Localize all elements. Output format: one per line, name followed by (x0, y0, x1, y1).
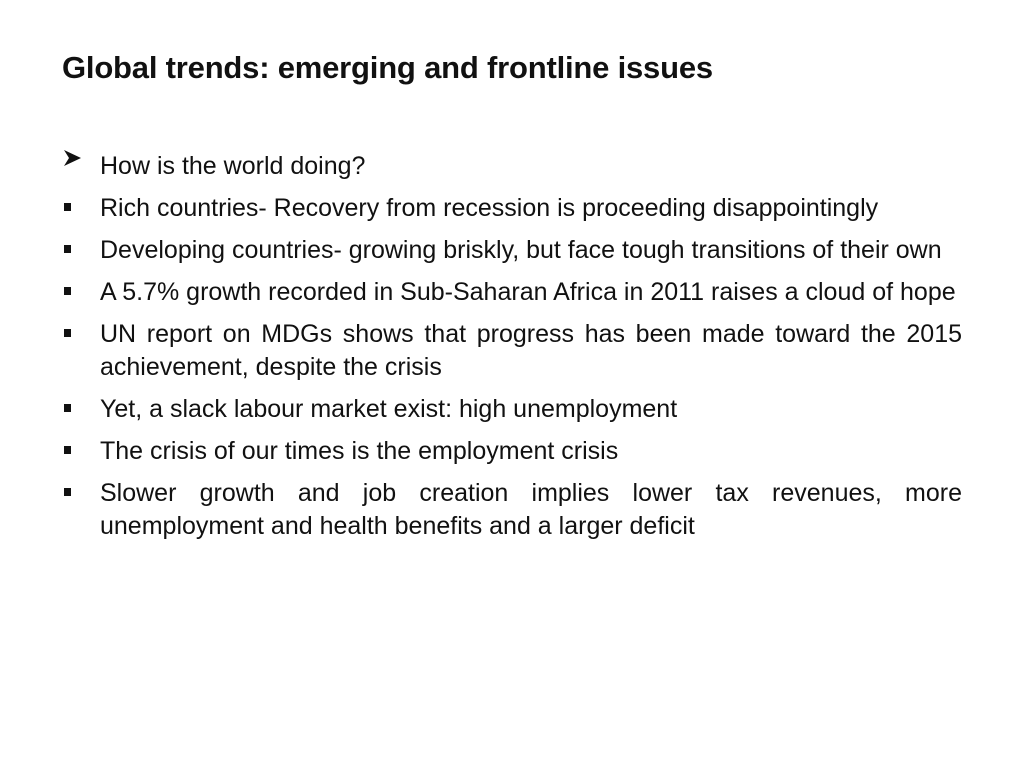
square-bullet-icon (62, 435, 86, 468)
bullet-text: How is the world doing? (100, 152, 366, 180)
bullet-text: Yet, a slack labour market exist: high unemployment (100, 395, 678, 423)
bullet-item (62, 318, 962, 384)
square-bullet-icon (62, 318, 86, 351)
bullet-text: A 5.7% growth recorded in Sub-Saharan Africa in 2011 raises a cloud of hope (100, 278, 956, 306)
bullet-item (62, 276, 962, 309)
square-bullet-icon (62, 276, 86, 309)
square-bullet-icon (62, 393, 86, 426)
bullet-item (62, 435, 962, 468)
bullet-item (62, 393, 962, 426)
square-bullet-icon (62, 234, 86, 267)
bullet-item (62, 150, 962, 183)
arrow-icon (62, 150, 86, 183)
bullet-text: Slower growth and job creation implies lower tax revenues, more unemployment and health benefits and a larger deficit (100, 479, 962, 540)
bullet-text: Developing countries- growing briskly, but face tough transitions of their own (100, 236, 942, 264)
bullet-text: Rich countries- Recovery from recession is proceeding disappointingly (100, 194, 879, 222)
slide-title: Global trends: emerging and frontline issues (62, 50, 713, 85)
bullet-text: UN report on MDGs shows that progress has been made toward the 2015 achievement, despite the crisis (100, 320, 962, 381)
square-bullet-icon (62, 477, 86, 510)
bullet-list (62, 150, 962, 552)
bullet-item (62, 477, 962, 543)
bullet-item (62, 192, 962, 225)
square-bullet-icon (62, 192, 86, 225)
bullet-text: The crisis of our times is the employment crisis (100, 437, 619, 465)
bullet-item (62, 234, 962, 267)
